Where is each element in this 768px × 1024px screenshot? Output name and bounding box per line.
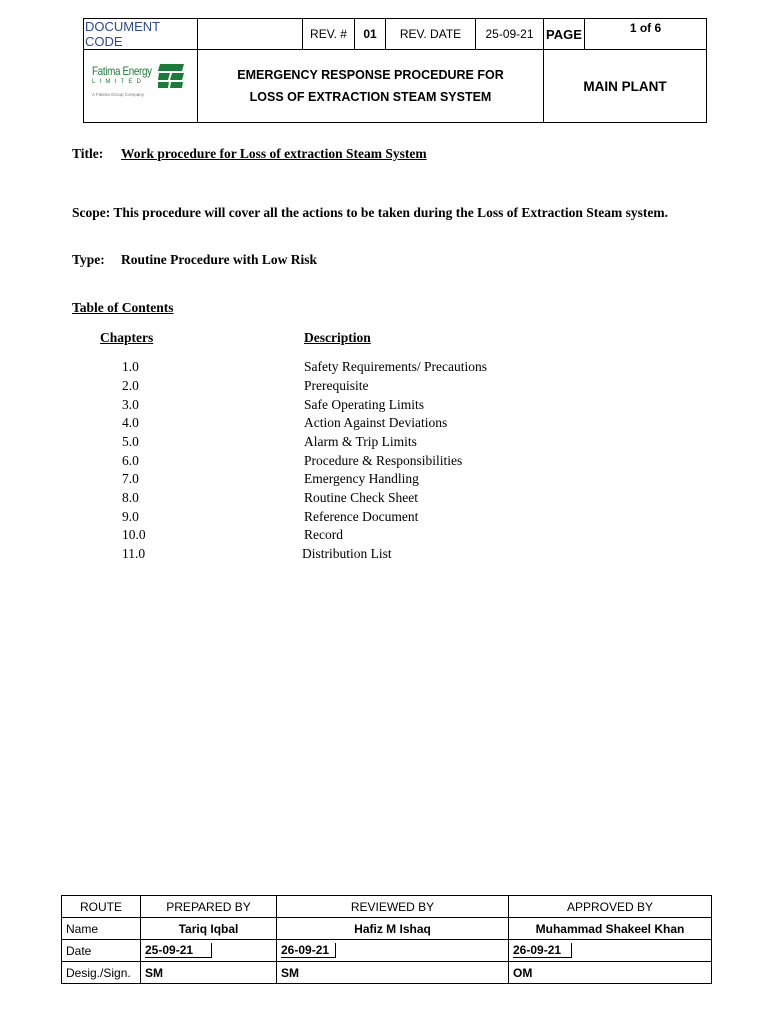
toc-desc: Safety Requirements/ Precautions bbox=[304, 359, 487, 374]
toc-desc: Reference Document bbox=[304, 509, 419, 524]
toc-desc: Safe Operating Limits bbox=[304, 397, 424, 412]
reviewed-by-header: REVIEWED BY bbox=[277, 896, 509, 918]
reviewed-date: 26-09-21 bbox=[281, 943, 336, 958]
rev-date-label: REV. DATE bbox=[386, 19, 476, 50]
scope-text: Scope: This procedure will cover all the actions to be taken during the Loss of Extraction Steam system. bbox=[72, 205, 668, 220]
approval-table bbox=[61, 895, 712, 984]
toc-desc: Procedure & Responsibilities bbox=[304, 453, 463, 468]
type-value: Routine Procedure with Low Risk bbox=[121, 252, 318, 267]
prepared-date-cell bbox=[141, 940, 277, 962]
prepared-date: 25-09-21 bbox=[145, 943, 212, 958]
title-value: Work procedure for Loss of extraction Steam System bbox=[121, 146, 427, 161]
approved-date-cell bbox=[509, 940, 712, 962]
logo-sub: LIMITED bbox=[92, 79, 146, 85]
page-number: 1 of 6 bbox=[585, 19, 707, 50]
title-label: Title: bbox=[72, 146, 104, 161]
date-label: Date bbox=[62, 940, 141, 962]
toc-num: 4.0 bbox=[122, 415, 139, 430]
toc-desc: Routine Check Sheet bbox=[304, 490, 418, 505]
toc-num: 7.0 bbox=[122, 471, 139, 486]
prepared-by-header: PREPARED BY bbox=[141, 896, 277, 918]
doc-code-value bbox=[198, 19, 303, 50]
prepared-name: Tariq Iqbal bbox=[141, 918, 277, 940]
toc-num: 9.0 bbox=[122, 509, 139, 524]
approved-date: 26-09-21 bbox=[513, 943, 572, 958]
reviewed-date-cell bbox=[277, 940, 509, 962]
toc-col-description: Description bbox=[304, 330, 371, 345]
page-label: PAGE bbox=[544, 19, 585, 50]
document-title-line1: EMERGENCY RESPONSE PROCEDURE FOR bbox=[237, 68, 504, 82]
document-title-line2: LOSS OF EXTRACTION STEAM SYSTEM bbox=[249, 90, 492, 104]
toc-desc: Emergency Handling bbox=[304, 471, 419, 486]
logo-tag: A Fatima Group Company bbox=[92, 92, 145, 97]
toc-desc: Record bbox=[304, 527, 343, 542]
toc-num: 8.0 bbox=[122, 490, 139, 505]
company-logo bbox=[90, 58, 190, 114]
logo-mark-icon bbox=[158, 64, 186, 88]
type-label: Type: bbox=[72, 252, 105, 267]
toc-col-chapters: Chapters bbox=[100, 330, 154, 345]
plant-name: MAIN PLANT bbox=[544, 50, 707, 123]
document-header bbox=[83, 18, 707, 123]
toc-num: 11.0 bbox=[122, 546, 146, 561]
toc-desc: Alarm & Trip Limits bbox=[304, 434, 417, 449]
document-title bbox=[198, 50, 544, 123]
doc-code-label: DOCUMENT CODE bbox=[84, 19, 198, 50]
toc-num: 6.0 bbox=[122, 453, 139, 468]
type-line bbox=[72, 252, 318, 268]
title-line bbox=[72, 146, 427, 162]
toc-num: 2.0 bbox=[122, 378, 139, 393]
toc-num: 5.0 bbox=[122, 434, 139, 449]
prepared-desig: SM bbox=[141, 962, 277, 984]
toc-num: 1.0 bbox=[122, 359, 139, 374]
toc-title: Table of Contents bbox=[72, 300, 174, 315]
toc-num: 10.0 bbox=[122, 527, 146, 542]
approved-name: Muhammad Shakeel Khan bbox=[509, 918, 712, 940]
reviewed-name: Hafiz M Ishaq bbox=[277, 918, 509, 940]
toc-num: 3.0 bbox=[122, 397, 139, 412]
name-label: Name bbox=[62, 918, 141, 940]
logo-cell bbox=[84, 50, 198, 123]
rev-date-value: 25-09-21 bbox=[476, 19, 544, 50]
rev-value: 01 bbox=[355, 19, 386, 50]
logo-name: Fatima Energy bbox=[92, 64, 152, 78]
reviewed-desig: SM bbox=[277, 962, 509, 984]
toc-desc: Distribution List bbox=[302, 546, 392, 561]
rev-label: REV. # bbox=[303, 19, 355, 50]
approved-by-header: APPROVED BY bbox=[509, 896, 712, 918]
approved-desig: OM bbox=[509, 962, 712, 984]
toc-desc: Action Against Deviations bbox=[304, 415, 448, 430]
route-header: ROUTE bbox=[62, 896, 141, 918]
toc-desc: Prerequisite bbox=[304, 378, 369, 393]
desig-label: Desig./Sign. bbox=[62, 962, 141, 984]
